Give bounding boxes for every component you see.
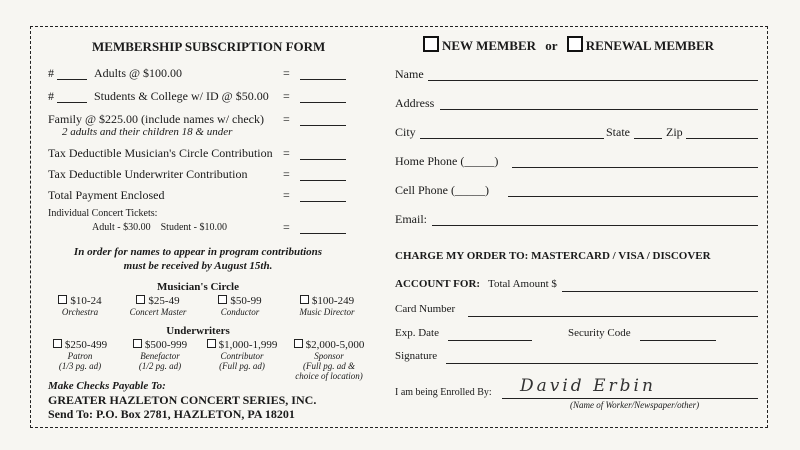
musicians-contribution-label: Tax Deductible Musician's Circle Contribution [48,146,273,160]
checkbox-icon[interactable] [207,339,216,348]
musicians-tier-conductor[interactable]: $50-99 Conductor [200,295,280,317]
charge-order-label: CHARGE MY ORDER TO: MASTERCARD / VISA / DISCOVER [395,250,711,262]
checkbox-icon[interactable] [300,295,309,304]
checkbox-icon[interactable] [53,339,62,348]
signature-field[interactable] [446,363,758,364]
tier-note: (1/3 pg. ad) [58,361,102,371]
tier-label: Sponsor [314,351,344,361]
checkbox-icon[interactable] [133,339,142,348]
member-type-selector [423,36,714,54]
new-member-checkbox[interactable] [423,36,439,52]
name-label: Name [395,67,424,81]
security-code-label: Security Code [568,327,631,339]
equals-sign: = [283,167,290,181]
musicians-tier-orchestra[interactable]: $10-24 Orchestra [40,295,120,317]
signature-label: Signature [395,350,438,362]
card-number-field[interactable] [468,316,758,317]
total-amount-field[interactable] [300,201,346,202]
enrolled-by-field[interactable] [502,398,758,399]
organization-name: GREATER HAZLETON CONCERT SERIES, INC. [48,393,317,407]
equals-sign: = [283,220,290,234]
state-label: State [606,125,630,139]
adults-amount-field[interactable] [300,79,346,80]
checkbox-icon[interactable] [218,295,227,304]
renewal-member-label: RENEWAL MEMBER [585,38,715,53]
checkbox-icon[interactable] [294,339,303,348]
tier-note: (1/2 pg. ad) [138,361,182,371]
students-label: Students & College w/ ID @ $50.00 [94,89,269,103]
equals-sign: = [283,66,290,80]
underwriters-title: Underwriters [166,325,230,337]
tickets-title: Individual Concert Tickets: [48,208,158,219]
state-field[interactable] [634,138,662,139]
exp-date-field[interactable] [448,340,532,341]
program-note-line1: In order for names to appear in program contributions [73,246,323,258]
family-amount-field[interactable] [300,125,346,126]
adults-label: Adults @ $100.00 [94,66,183,80]
new-member-label: NEW MEMBER [442,38,537,53]
checkbox-icon[interactable] [58,295,67,304]
cell-phone-field[interactable] [508,196,758,197]
renewal-member-checkbox[interactable] [567,36,583,52]
email-label: Email: [395,212,427,226]
musicians-tier-concert-master[interactable]: $25-49 Concert Master [118,295,198,317]
tier-label: Music Director [299,307,355,317]
city-field[interactable] [420,138,604,139]
musicians-amount-field[interactable] [300,159,346,160]
equals-sign: = [283,112,290,126]
checkbox-icon[interactable] [136,295,145,304]
family-note: 2 adults and their children 18 & under [62,126,233,138]
equals-sign: = [283,188,290,202]
tier-label: Patron [67,351,93,361]
tier-note: (Full pg. ad & [303,361,355,371]
students-count-field[interactable] [57,102,87,103]
underwriter-tier-contributor[interactable]: $1,000-1,999 Contributor (Full pg. ad) [194,339,290,371]
email-field[interactable] [432,225,758,226]
name-field[interactable] [428,80,758,81]
card-number-label: Card Number [395,303,456,315]
cell-phone-label: Cell Phone (_____) [395,183,489,197]
security-code-field[interactable] [640,340,716,341]
home-phone-label: Home Phone (_____) [395,154,499,168]
tier-label: Conductor [220,307,260,317]
tier-label: Orchestra [61,307,99,317]
underwriter-tier-benefactor[interactable]: $500-999 Benefactor (1/2 pg. ad) [118,339,202,371]
students-prefix: # [48,89,54,103]
underwriter-tier-sponsor[interactable]: $2,000-5,000 Sponsor (Full pg. ad & choice of location) [284,339,374,381]
tickets-amount-field[interactable] [300,233,346,234]
tier-note: choice of location) [295,371,363,381]
or-label: or [545,38,558,53]
adults-count-field[interactable] [57,79,87,80]
family-label: Family @ $225.00 (include names w/ check) [48,112,264,126]
students-amount-field[interactable] [300,102,346,103]
enrolled-by-handwriting: David Erbin [520,376,656,396]
address-field[interactable] [440,109,758,110]
tier-label: Contributor [220,351,264,361]
home-phone-field[interactable] [512,167,758,168]
musicians-tier-music-director[interactable]: $100-249 Music Director [282,295,372,317]
zip-field[interactable] [686,138,758,139]
tier-label: Benefactor [140,351,180,361]
adults-prefix: # [48,66,54,80]
total-label: Total Payment Enclosed [48,188,165,202]
enrolled-by-caption: (Name of Worker/Newspaper/other) [570,400,700,410]
underwriter-amount-field[interactable] [300,180,346,181]
send-to-address: Send To: P.O. Box 2781, HAZLETON, PA 18201 [48,407,295,421]
tickets-prices: Adult - $30.00 Student - $10.00 [92,222,227,233]
underwriter-tier-patron[interactable]: $250-499 Patron (1/3 pg. ad) [38,339,122,371]
enrolled-by-label: I am being Enrolled By: [395,387,492,398]
tier-label: Concert Master [129,307,187,317]
equals-sign: = [283,146,290,160]
musicians-circle-title: Musician's Circle [157,281,239,293]
program-note-line2: must be received by August 15th. [123,260,273,272]
address-label: Address [395,96,435,110]
total-amount-field[interactable] [562,291,758,292]
tier-note: (Full pg. ad) [219,361,265,371]
underwriter-contribution-label: Tax Deductible Underwriter Contribution [48,167,248,181]
total-amount-label: Total Amount $ [488,278,557,290]
exp-date-label: Exp. Date [395,327,439,339]
zip-label: Zip [666,125,683,139]
account-for-label: ACCOUNT FOR: [395,278,481,290]
checks-payable-label: Make Checks Payable To: [48,380,166,392]
equals-sign: = [283,89,290,103]
form-title: MEMBERSHIP SUBSCRIPTION FORM [92,39,326,54]
city-label: City [395,125,416,139]
